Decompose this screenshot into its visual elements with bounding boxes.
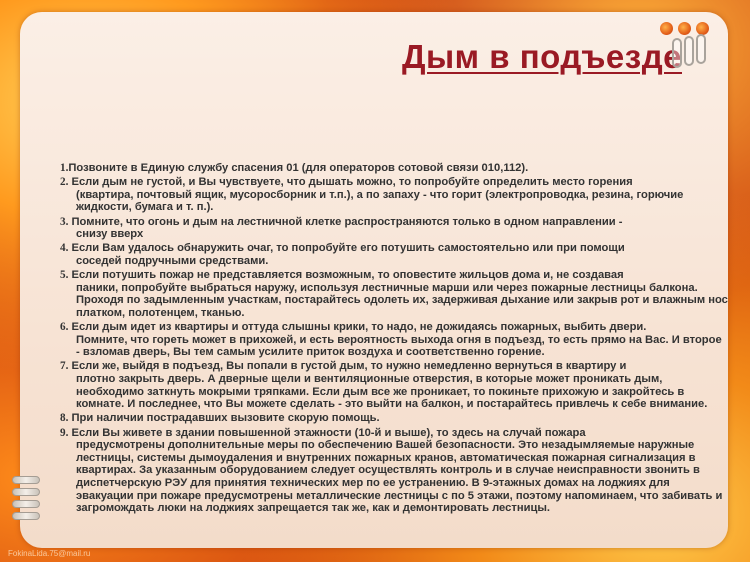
list-item <box>60 269 728 319</box>
item-text-continued: соседей подручными средствами. <box>76 254 269 267</box>
ring-icon <box>672 38 682 68</box>
list-item <box>60 360 728 410</box>
item-number: 3. <box>60 215 69 228</box>
item-number: 8. <box>60 412 69 425</box>
item-text: Если Вы живете в здании повышенной этажности (10-й и выше), то здесь на случай пожара <box>71 426 586 439</box>
item-text: Если дым не густой, и Вы чувствуете, что дышать можно, то попробуйте определить место горения <box>71 176 633 189</box>
watermark: FokinaLida.75@mail.ru <box>8 549 91 558</box>
list-item <box>60 242 728 267</box>
item-text: Если дым идет из квартиры и оттуда слышны крики, то надо, не дожидаясь пожарных, выбить двери. <box>71 321 647 334</box>
list-item <box>60 412 728 425</box>
ring-icon <box>684 36 694 66</box>
item-text: Если же, выйдя в подъезд, Вы попали в густой дым, то нужно немедленно вернуться в квартиру и <box>71 360 627 373</box>
item-text: Позвоните в Единую службу спасения 01 (для операторов сотовой связи 010,112). <box>68 162 529 174</box>
item-text: Если Вам удалось обнаружить очаг, то попробуйте его потушить самостоятельно или при помощи <box>71 242 625 255</box>
item-text-continued: плотно закрыть дверь. А дверные щели и вентиляционные отверстия, в которые может проникать дым, необходимо заткнуть мокрыми тряпками. Если дым все же проникает, то покиньте прихожую и закройтесь в комнате. И последнее, что Вы можете сделать - это выйти на балкон, и постарайтесь привлечь к себе внимание. <box>76 373 708 411</box>
item-text: Помните, что огонь и дым на лестничной клетке распространяются только в одном направлении - <box>71 215 623 228</box>
list-item <box>60 176 728 214</box>
paper-clip-rings <box>670 32 710 78</box>
list-item <box>60 216 728 241</box>
item-text-continued: снизу вверх <box>76 228 144 241</box>
item-number: 4. <box>60 242 69 255</box>
binder-clip-icon <box>12 476 40 536</box>
item-number: 6. <box>60 321 69 334</box>
list-item <box>60 162 728 175</box>
item-number: 1. <box>60 162 69 174</box>
clip-bar <box>12 500 40 508</box>
list-item <box>60 427 728 515</box>
clip-bar <box>12 476 40 484</box>
item-text: При наличии пострадавших вызовите скорую помощь. <box>71 412 380 425</box>
list-item <box>60 321 728 359</box>
item-text-continued: паники, попробуйте выбраться наружу, используя лестничные марши или через пожарные лестницы балкона. Проходя по задымленным участкам, постарайтесь одолеть их, задерживая дыхание или закрыв рот и влажным нос платком, полотенцем, тканью. <box>76 281 728 319</box>
item-number: 2. <box>60 176 69 189</box>
content-card <box>20 12 728 548</box>
item-number: 5. <box>60 269 69 282</box>
clip-bar <box>12 488 40 496</box>
item-text-continued: Помните, что гореть может в прихожей, и есть вероятность выхода огня в подъезд, то есть прямо на Вас. И второе - взломав дверь, Вы тем самым усилите приток воздуха и соответственно горение. <box>76 333 722 359</box>
item-text: Если потушить пожар не представляется возможным, то оповестите жильцов дома и, не создавая <box>71 269 624 282</box>
item-text-continued: (квартира, почтовый ящик, мусоросборник и т.п.), а по запаху - что горит (электропроводка, резина, горючие жидкости, бумага и т. п.). <box>76 188 684 214</box>
instructions-list <box>60 162 728 516</box>
clip-bar <box>12 512 40 520</box>
item-number: 9. <box>60 426 69 439</box>
item-number: 7. <box>60 360 69 373</box>
ring-icon <box>696 34 706 64</box>
page-title: Дым в подъезде <box>401 38 682 75</box>
item-text-continued: предусмотрены дополнительные меры по обеспечению Вашей безопасности. Это незадымляемые наружные лестницы, системы дымоудаления и внутренних пожарных кранов, автоматическая пожарная сигнализация в квартирах. За указанным оборудованием следует осуществлять контроль и в случае неисправности звонить в диспетчерскую РЭУ для принятия технических мер по ее устранению. В 9-этажных домах на лоджиях для эвакуации при пожаре предусмотрены металлические лестницы с по 5 этажи, поэтому напоминаем, что забивать и загромождать люки на лоджиях запрещается так же, как и демонтировать лестницы. <box>76 439 723 515</box>
